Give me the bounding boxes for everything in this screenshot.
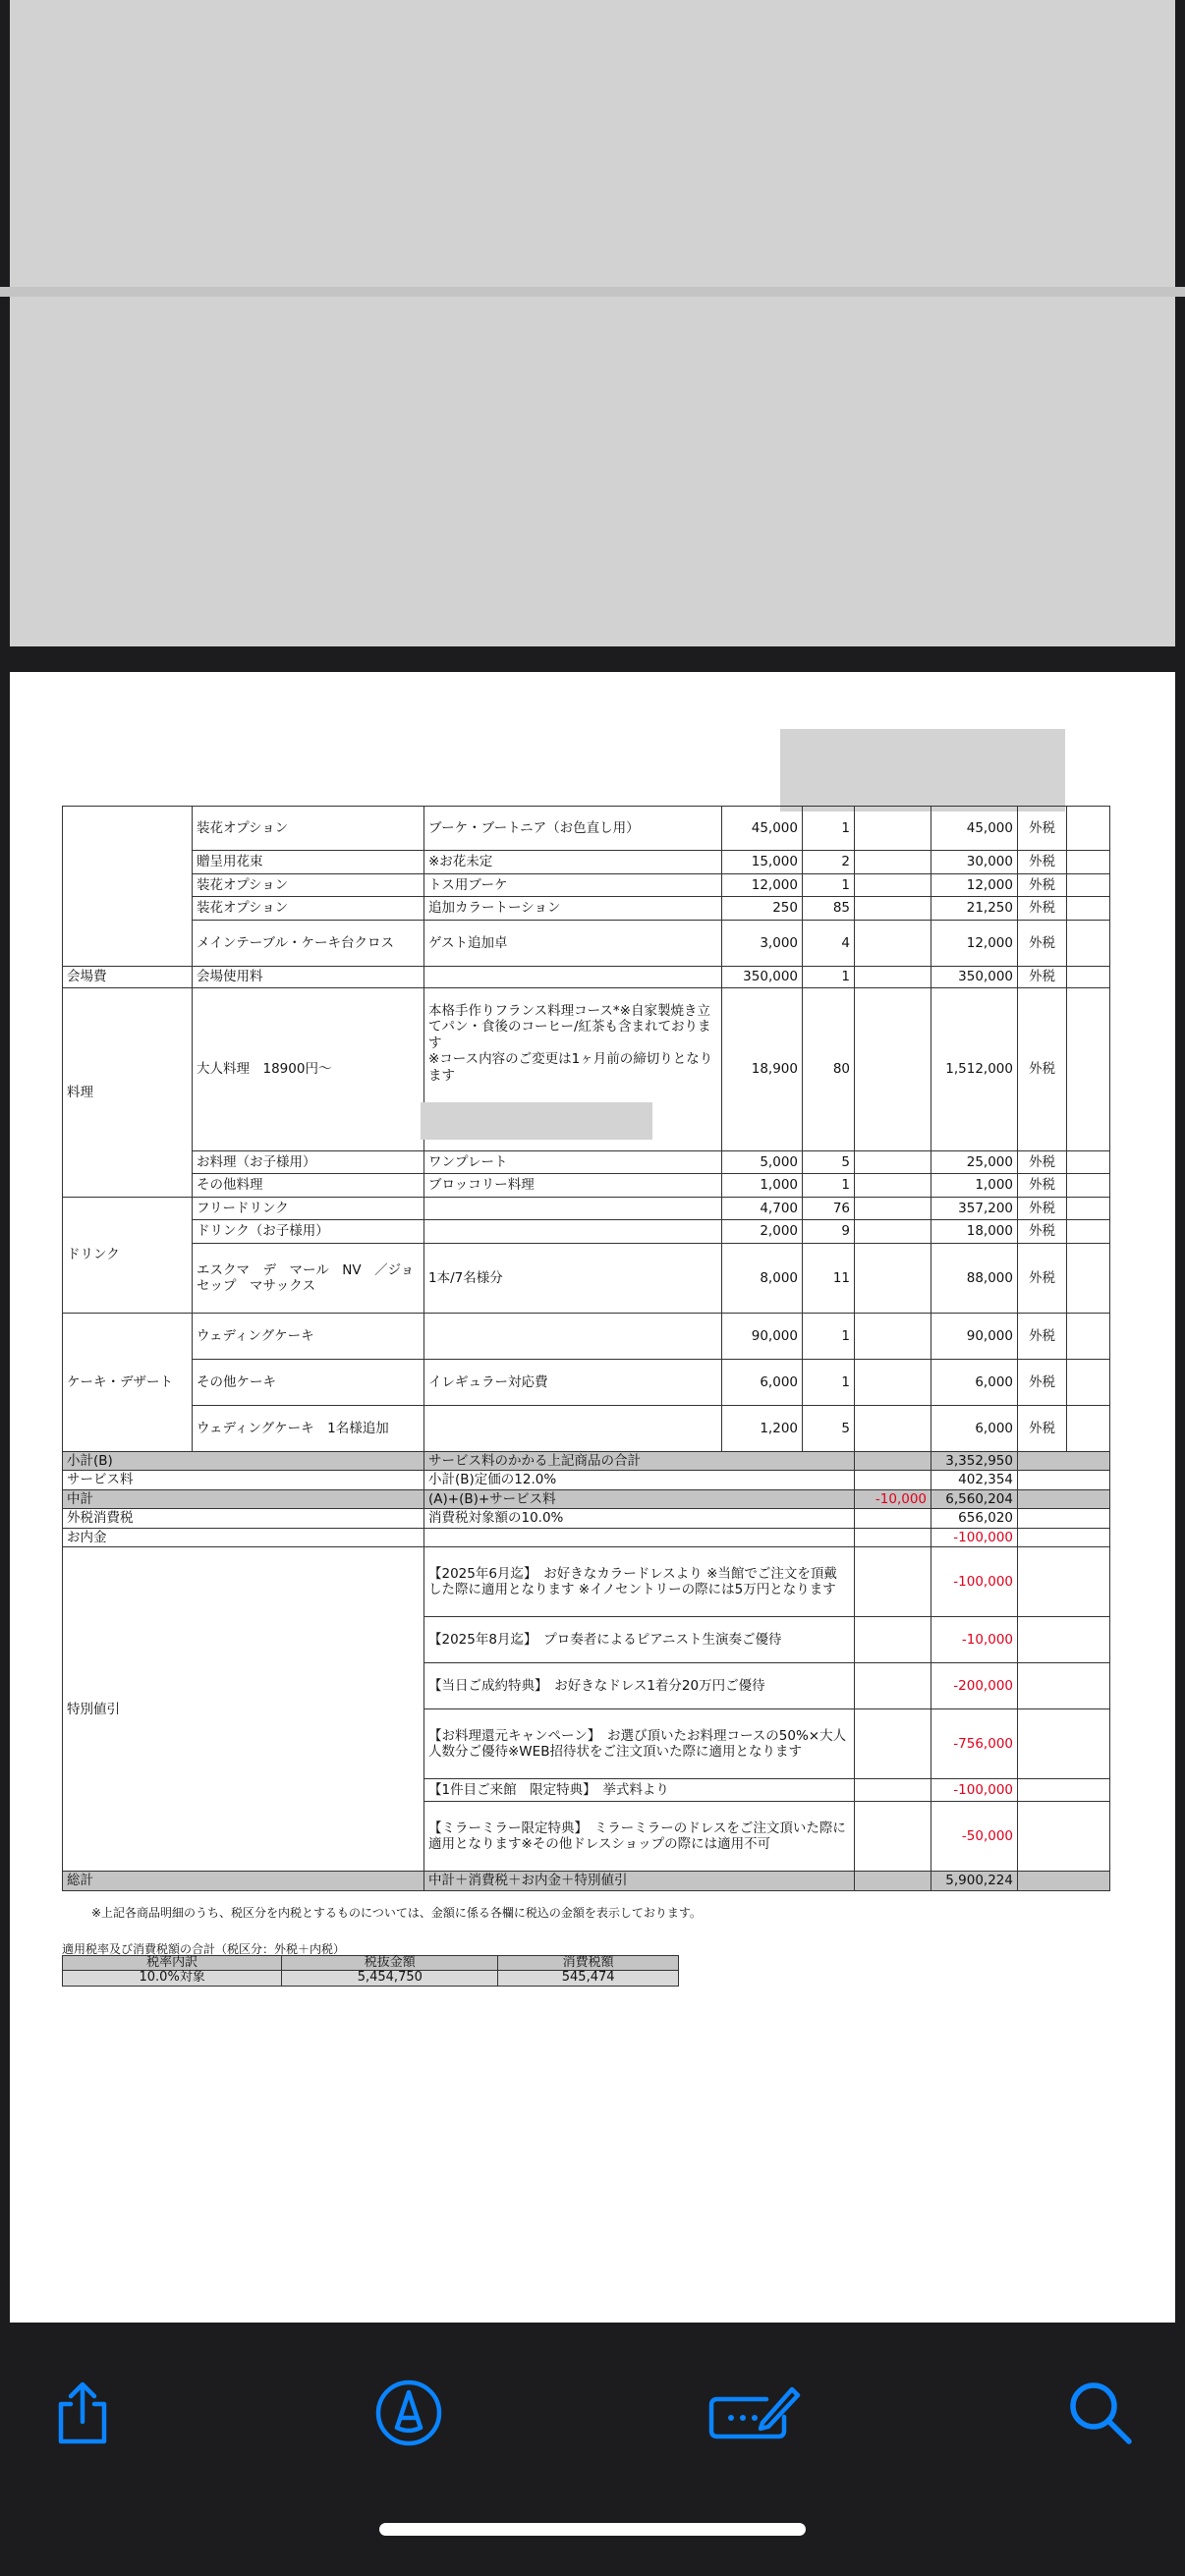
blank-cell — [855, 1663, 931, 1709]
annotate-button[interactable] — [705, 2374, 804, 2452]
markup-icon — [374, 2379, 443, 2447]
tax-note: ※上記各商品明細のうち、税区分を内税とするものについては、金額に係る各欄に税込の金額を表示しております。 — [91, 1906, 702, 1920]
tax-summary-header-cell: 税率内訳 — [63, 1956, 282, 1971]
discount-cell — [855, 851, 931, 874]
item-cell: 会場使用料 — [193, 967, 424, 988]
tax-summary-header-cell: 税抜金額 — [282, 1956, 498, 1971]
total-desc — [424, 1528, 855, 1546]
redacted-region-previous-page — [10, 287, 1175, 646]
item-cell: メインテーブル・ケーキ台クロス — [193, 921, 424, 967]
total-desc: 消費税対象額の10.0% — [424, 1509, 855, 1528]
total-discount — [855, 1471, 931, 1489]
detail-cell: ブーケ・ブートニア（お色直し用） — [424, 807, 722, 851]
amount-cell: 6,000 — [931, 1406, 1018, 1452]
category-cell: 料理 — [63, 988, 193, 1198]
item-cell: その他料理 — [193, 1174, 424, 1198]
item-cell: 装花オプション — [193, 874, 424, 897]
detail-cell — [424, 1314, 722, 1360]
table-row — [63, 874, 1110, 897]
discount-cell — [855, 1406, 931, 1452]
blank-cell — [1067, 967, 1110, 988]
total-discount — [855, 1452, 931, 1471]
discount-cell — [855, 1220, 931, 1244]
table-row — [63, 807, 1110, 851]
blank-cell — [1067, 1406, 1110, 1452]
item-cell: 大人料理 18900円～ — [193, 988, 424, 1151]
detail-cell — [424, 1220, 722, 1244]
item-cell: その他ケーキ — [193, 1360, 424, 1406]
blank-cell — [1018, 1779, 1110, 1802]
price-cell: 90,000 — [722, 1314, 803, 1360]
discount-cell — [855, 921, 931, 967]
total-amount: 6,560,204 — [931, 1489, 1018, 1508]
price-cell: 1,200 — [722, 1406, 803, 1452]
detail-cell — [424, 1406, 722, 1452]
discount-cell — [855, 897, 931, 921]
annotate-icon — [705, 2381, 804, 2444]
qty-cell: 2 — [803, 851, 855, 874]
share-button[interactable] — [43, 2374, 122, 2452]
total-label: お内金 — [63, 1528, 424, 1546]
blank-cell — [855, 1872, 931, 1890]
tax-summary-header-cell: 消費税額 — [498, 1956, 679, 1971]
item-cell: ウェディングケーキ — [193, 1314, 424, 1360]
item-cell: フリードリンク — [193, 1198, 424, 1220]
qty-cell: 1 — [803, 967, 855, 988]
total-discount: -10,000 — [855, 1489, 931, 1508]
total-label: 小計(B) — [63, 1452, 424, 1471]
redacted-detail — [421, 1102, 652, 1140]
qty-cell: 1 — [803, 807, 855, 851]
item-cell: ウェディングケーキ 1名様追加 — [193, 1406, 424, 1452]
category-cell — [63, 807, 193, 967]
grand-total-desc: 中計＋消費税＋お内金＋特別値引 — [424, 1872, 855, 1890]
blank-cell — [855, 1617, 931, 1663]
amount-cell: 357,200 — [931, 1198, 1018, 1220]
blank-cell — [1067, 1244, 1110, 1314]
total-desc: 小計(B)定価の12.0% — [424, 1471, 855, 1489]
discount-cell — [855, 988, 931, 1151]
tax-type-cell: 外税 — [1018, 921, 1067, 967]
tax-type-cell: 外税 — [1018, 874, 1067, 897]
amount-cell: 30,000 — [931, 851, 1018, 874]
tax-type-cell: 外税 — [1018, 1244, 1067, 1314]
tax-summary-table — [62, 1955, 679, 1987]
blank-cell — [1067, 851, 1110, 874]
special-amount: -10,000 — [931, 1617, 1018, 1663]
price-cell: 18,900 — [722, 988, 803, 1151]
item-cell: エスクマ デ マール NV ／ジョセップ マサックス — [193, 1244, 424, 1314]
tax-summary-caption: 適用税率及び消費税額の合計（税区分：外税＋内税） — [62, 1942, 346, 1956]
price-cell: 6,000 — [722, 1360, 803, 1406]
amount-cell: 90,000 — [931, 1314, 1018, 1360]
qty-cell: 76 — [803, 1198, 855, 1220]
special-amount: -100,000 — [931, 1779, 1018, 1802]
category-cell: ケーキ・デザート — [63, 1314, 193, 1452]
blank-cell — [1018, 1471, 1110, 1489]
tax-type-cell: 外税 — [1018, 897, 1067, 921]
tax-type-cell: 外税 — [1018, 1198, 1067, 1220]
total-amount: 3,352,950 — [931, 1452, 1018, 1471]
blank-cell — [1067, 874, 1110, 897]
blank-cell — [1018, 1547, 1110, 1617]
qty-cell: 5 — [803, 1406, 855, 1452]
blank-cell — [1018, 1528, 1110, 1546]
discount-cell — [855, 1244, 931, 1314]
total-desc: サービス料のかかる上記商品の合計 — [424, 1452, 855, 1471]
subtotal-row — [63, 1452, 1110, 1471]
qty-cell: 1 — [803, 874, 855, 897]
special-amount: -756,000 — [931, 1709, 1018, 1779]
search-icon — [1067, 2380, 1134, 2446]
category-cell: 会場費 — [63, 967, 193, 988]
table-row — [63, 1198, 1110, 1220]
amount-cell: 88,000 — [931, 1244, 1018, 1314]
detail-cell: イレギュラー対応費 — [424, 1360, 722, 1406]
qty-cell: 9 — [803, 1220, 855, 1244]
special-desc: 【1件目ご来館 限定特典】 挙式料より — [424, 1779, 855, 1802]
blank-cell — [1018, 1663, 1110, 1709]
table-row — [63, 1314, 1110, 1360]
table-row — [63, 851, 1110, 874]
blank-cell — [1018, 1452, 1110, 1471]
document-page[interactable] — [10, 672, 1175, 2323]
special-amount: -200,000 — [931, 1663, 1018, 1709]
price-cell: 2,000 — [722, 1220, 803, 1244]
discount-cell — [855, 1174, 931, 1198]
table-row — [63, 897, 1110, 921]
discount-cell — [855, 874, 931, 897]
special-desc: 【当日ご成約特典】 お好きなドレス1着分20万円ご優待 — [424, 1663, 855, 1709]
detail-cell: 1本/7名様分 — [424, 1244, 722, 1314]
blank-cell — [855, 1547, 931, 1617]
redacted-header — [780, 729, 1065, 812]
discount-cell — [855, 1198, 931, 1220]
detail-cell: トス用ブーケ — [424, 874, 722, 897]
special-discount-row — [63, 1547, 1110, 1617]
qty-cell: 5 — [803, 1151, 855, 1174]
total-discount — [855, 1509, 931, 1528]
discount-cell — [855, 967, 931, 988]
tax-summary-cell: 10.0%対象 — [63, 1971, 282, 1986]
grand-total-row — [63, 1872, 1110, 1890]
amount-cell: 350,000 — [931, 967, 1018, 988]
detail-cell: 追加カラートーション — [424, 897, 722, 921]
blank-cell — [855, 1802, 931, 1872]
price-cell: 1,000 — [722, 1174, 803, 1198]
tax-type-cell: 外税 — [1018, 1220, 1067, 1244]
share-icon — [51, 2380, 114, 2445]
qty-cell: 85 — [803, 897, 855, 921]
amount-cell: 12,000 — [931, 874, 1018, 897]
amount-cell: 21,250 — [931, 897, 1018, 921]
tax-summary-cell: 5,454,750 — [282, 1971, 498, 1986]
special-desc: 【2025年8月迄】 プロ奏者によるピアニスト生演奏ご優待 — [424, 1617, 855, 1663]
table-row — [63, 1151, 1110, 1174]
blank-cell — [1018, 1489, 1110, 1508]
blank-cell — [1067, 988, 1110, 1151]
blank-cell — [1067, 1360, 1110, 1406]
detail-cell: ブロッコリー料理 — [424, 1174, 722, 1198]
blank-cell — [1018, 1709, 1110, 1779]
tax-type-cell: 外税 — [1018, 1151, 1067, 1174]
qty-cell: 11 — [803, 1244, 855, 1314]
tax-row — [63, 1509, 1110, 1528]
detail-cell: ワンプレート — [424, 1151, 722, 1174]
total-label: サービス料 — [63, 1471, 424, 1489]
detail-cell: ゲスト追加卓 — [424, 921, 722, 967]
price-cell: 12,000 — [722, 874, 803, 897]
item-cell: 装花オプション — [193, 897, 424, 921]
blank-cell — [1018, 1802, 1110, 1872]
special-desc: 【ミラーミラー限定特典】 ミラーミラーのドレスをご注文頂いた際に適用となります※その他ドレスショップの際には適用不可 — [424, 1802, 855, 1872]
amount-cell: 18,000 — [931, 1220, 1018, 1244]
search-button[interactable] — [1061, 2374, 1140, 2452]
detail-cell — [424, 967, 722, 988]
table-row — [63, 1220, 1110, 1244]
tax-type-cell: 外税 — [1018, 1174, 1067, 1198]
tax-type-cell: 外税 — [1018, 988, 1067, 1151]
blank-cell — [1067, 1151, 1110, 1174]
qty-cell: 1 — [803, 1174, 855, 1198]
discount-cell — [855, 1360, 931, 1406]
tax-type-cell: 外税 — [1018, 1314, 1067, 1360]
home-indicator[interactable] — [379, 2523, 806, 2536]
total-label: 中計 — [63, 1489, 424, 1508]
price-cell: 350,000 — [722, 967, 803, 988]
detail-cell: ※お花未定 — [424, 851, 722, 874]
special-amount: -100,000 — [931, 1547, 1018, 1617]
blank-cell — [1067, 807, 1110, 851]
bottom-toolbar — [0, 2323, 1185, 2576]
blank-cell — [1067, 897, 1110, 921]
table-row — [63, 1244, 1110, 1314]
tax-summary-row — [63, 1971, 679, 1986]
tax-type-cell: 外税 — [1018, 1406, 1067, 1452]
blank-cell — [1067, 1198, 1110, 1220]
discount-cell — [855, 1314, 931, 1360]
tax-type-cell: 外税 — [1018, 967, 1067, 988]
midtotal-row — [63, 1489, 1110, 1508]
item-cell: お料理（お子様用） — [193, 1151, 424, 1174]
table-row — [63, 967, 1110, 988]
total-label: 外税消費税 — [63, 1509, 424, 1528]
tax-summary-header — [63, 1956, 679, 1971]
deposit-row — [63, 1528, 1110, 1546]
amount-cell: 6,000 — [931, 1360, 1018, 1406]
blank-cell — [1067, 921, 1110, 967]
grand-total-amount: 5,900,224 — [931, 1872, 1018, 1890]
total-amount: 402,354 — [931, 1471, 1018, 1489]
item-cell: 贈呈用花束 — [193, 851, 424, 874]
tax-summary-cell: 545,474 — [498, 1971, 679, 1986]
blank-cell — [855, 1779, 931, 1802]
redacted-region-top — [10, 0, 1175, 287]
category-cell: ドリンク — [63, 1198, 193, 1314]
blank-cell — [1018, 1872, 1110, 1890]
blank-cell — [1018, 1617, 1110, 1663]
table-row — [63, 1360, 1110, 1406]
tax-type-cell: 外税 — [1018, 1360, 1067, 1406]
blank-cell — [1067, 1314, 1110, 1360]
price-cell: 250 — [722, 897, 803, 921]
page-divider — [0, 287, 1185, 297]
service-fee-row — [63, 1471, 1110, 1489]
table-row — [63, 921, 1110, 967]
special-desc: 【2025年6月迄】 お好きなカラードレスより ※当館でご注文を頂戴した際に適用となります ※イノセントリーの際には5万円となります — [424, 1547, 855, 1617]
item-cell: 装花オプション — [193, 807, 424, 851]
amount-cell: 12,000 — [931, 921, 1018, 967]
grand-total-label: 総計 — [63, 1872, 424, 1890]
amount-cell: 1,512,000 — [931, 988, 1018, 1151]
blank-cell — [855, 1709, 931, 1779]
price-cell: 45,000 — [722, 807, 803, 851]
special-desc: 【お料理還元キャンペーン】 お選び頂いたお料理コースの50%×大人人数分ご優待※WEB招待状をご注文頂いた際に適用となります — [424, 1709, 855, 1779]
total-amount: -100,000 — [931, 1528, 1018, 1546]
qty-cell: 1 — [803, 1314, 855, 1360]
discount-cell — [855, 1151, 931, 1174]
total-amount: 656,020 — [931, 1509, 1018, 1528]
estimate-table — [62, 806, 1110, 1891]
price-cell: 15,000 — [722, 851, 803, 874]
markup-button[interactable] — [369, 2374, 448, 2452]
price-cell: 3,000 — [722, 921, 803, 967]
qty-cell: 1 — [803, 1360, 855, 1406]
blank-cell — [1067, 1174, 1110, 1198]
qty-cell: 80 — [803, 988, 855, 1151]
detail-cell: 本格手作りフランス料理コース*※自家製焼き立てパン・食後のコーヒー/紅茶も含まれております ※コース内容のご変更は1ヶ月前の締切りとなります — [424, 988, 722, 1151]
amount-cell: 45,000 — [931, 807, 1018, 851]
blank-cell — [1018, 1509, 1110, 1528]
tax-type-cell: 外税 — [1018, 851, 1067, 874]
amount-cell: 25,000 — [931, 1151, 1018, 1174]
qty-cell: 4 — [803, 921, 855, 967]
table-row — [63, 1174, 1110, 1198]
price-cell: 5,000 — [722, 1151, 803, 1174]
tax-type-cell: 外税 — [1018, 807, 1067, 851]
price-cell: 4,700 — [722, 1198, 803, 1220]
item-cell: ドリンク（お子様用） — [193, 1220, 424, 1244]
special-discount-label: 特別値引 — [63, 1547, 424, 1872]
table-row — [63, 1406, 1110, 1452]
amount-cell: 1,000 — [931, 1174, 1018, 1198]
price-cell: 8,000 — [722, 1244, 803, 1314]
detail-cell — [424, 1198, 722, 1220]
discount-cell — [855, 807, 931, 851]
blank-cell — [1067, 1220, 1110, 1244]
total-discount — [855, 1528, 931, 1546]
total-desc: (A)+(B)+サービス料 — [424, 1489, 855, 1508]
special-amount: -50,000 — [931, 1802, 1018, 1872]
